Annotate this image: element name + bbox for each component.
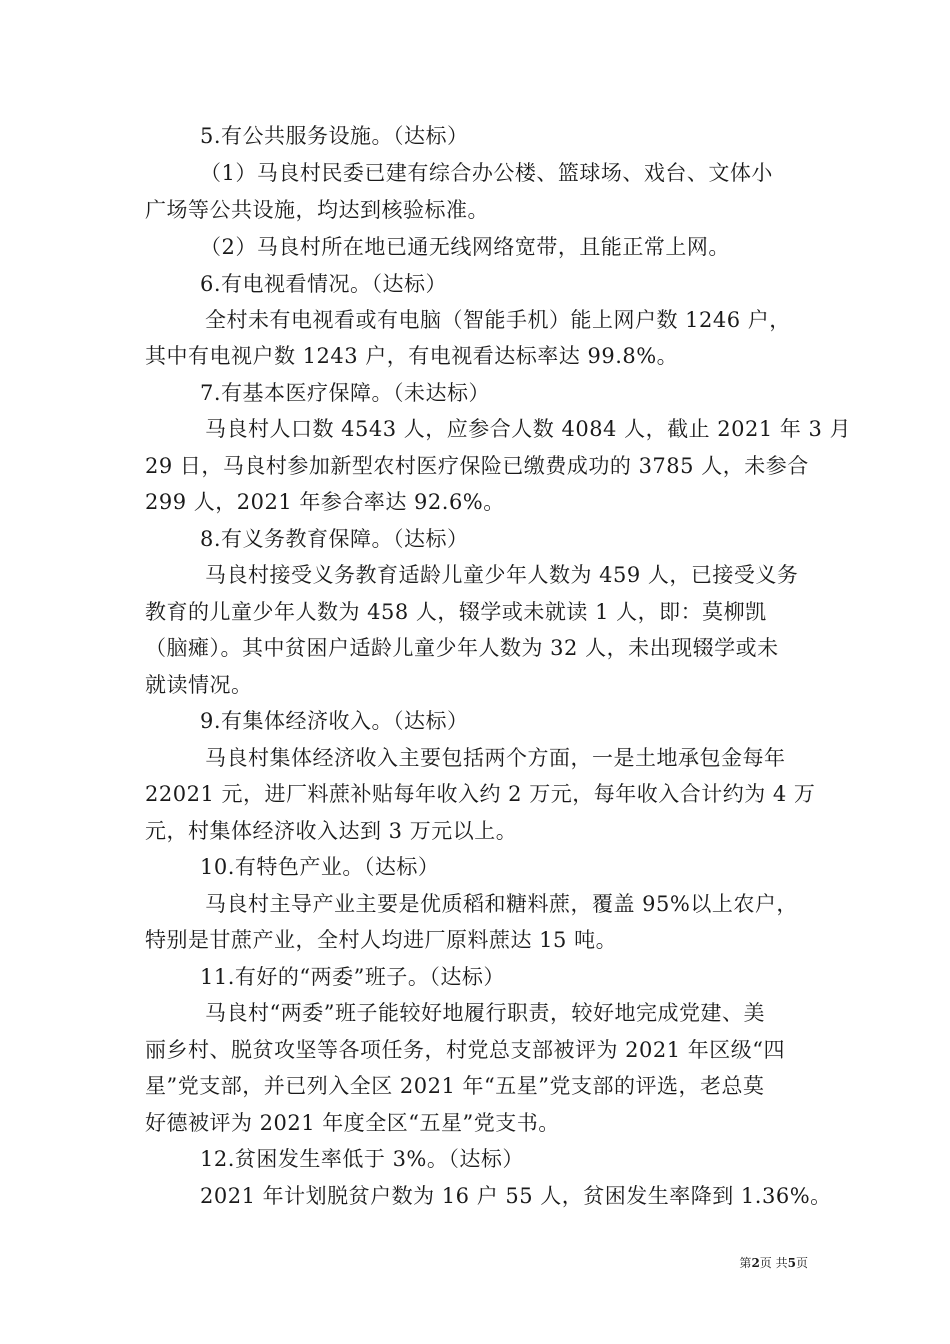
paragraph-line: 马良村“两委”班子能较好地履行职责，较好地完成党建、美 <box>205 1001 765 1025</box>
paragraph-line: 广场等公共设施，均达到核验标准。 <box>145 198 489 222</box>
footer-middle: 页 共 <box>759 1256 788 1270</box>
paragraph-line: 马良村主导产业主要是优质稻和糖料蔗，覆盖 95%以上农户， <box>205 892 798 916</box>
footer-suffix: 页 <box>795 1256 808 1270</box>
paragraph-line: 马良村集体经济收入主要包括两个方面，一是土地承包金每年 <box>205 746 786 770</box>
footer-prefix: 第 <box>739 1256 752 1270</box>
paragraph-line: （1）马良村民委已建有综合办公楼、篮球场、戏台、文体小 <box>200 161 773 185</box>
paragraph-line: 其中有电视户数 1243 户，有电视看达标率达 99.8%。 <box>145 344 679 368</box>
paragraph-line: 元，村集体经济收入达到 3 万元以上。 <box>145 819 518 843</box>
section-heading-8: 8.有义务教育保障。（达标） <box>200 527 469 551</box>
section-heading-5: 5.有公共服务设施。（达标） <box>200 124 469 148</box>
paragraph-line: 就读情况。 <box>145 673 253 697</box>
paragraph-line: 特别是甘蔗产业，全村人均进厂原料蔗达 15 吨。 <box>145 928 618 952</box>
current-page-number: 2 <box>751 1256 760 1270</box>
paragraph-line: （2）马良村所在地已通无线网络宽带，且能正常上网。 <box>200 235 730 259</box>
paragraph-line: （脑瘫）。其中贫困户适龄儿童少年人数为 32 人，未出现辍学或未 <box>145 636 779 660</box>
paragraph-line: 全村未有电视看或有电脑（智能手机）能上网户数 1246 户， <box>205 308 791 332</box>
paragraph-line: 马良村接受义务教育适龄儿童少年人数为 459 人，已接受义务 <box>205 563 799 587</box>
total-page-number: 5 <box>787 1256 796 1270</box>
section-heading-11: 11.有好的“两委”班子。（达标） <box>200 965 505 989</box>
section-heading-9: 9.有集体经济收入。（达标） <box>200 709 469 733</box>
paragraph-line: 马良村人口数 4543 人，应参合人数 4084 人，截止 2021 年 3 月 <box>205 417 852 441</box>
section-heading-12: 12.贫困发生率低于 3%。（达标） <box>200 1147 524 1171</box>
paragraph-line: 星”党支部，并已列入全区 2021 年“五星”党支部的评选，老总莫 <box>145 1074 765 1098</box>
paragraph-line: 22021 元，进厂料蔗补贴每年收入约 2 万元，每年收入合计约为 4 万 <box>145 782 816 806</box>
paragraph-line: 好德被评为 2021 年度全区“五星”党支书。 <box>145 1111 560 1135</box>
section-heading-10: 10.有特色产业。（达标） <box>200 855 440 879</box>
paragraph-line: 2021 年计划脱贫户数为 16 户 55 人，贫困发生率降到 1.36%。 <box>200 1184 832 1208</box>
paragraph-line: 丽乡村、脱贫攻坚等各项任务，村党总支部被评为 2021 年区级“四 <box>145 1038 786 1062</box>
paragraph-line: 299 人，2021 年参合率达 92.6%。 <box>145 490 505 514</box>
page-footer <box>739 1254 808 1271</box>
section-heading-6: 6.有电视看情况。（达标） <box>200 272 448 296</box>
paragraph-line: 教育的儿童少年人数为 458 人，辍学或未就读 1 人，即：莫柳凯 <box>145 600 767 624</box>
section-heading-7: 7.有基本医疗保障。（未达标） <box>200 381 491 405</box>
paragraph-line: 29 日，马良村参加新型农村医疗保险已缴费成功的 3785 人，未参合 <box>145 454 809 478</box>
